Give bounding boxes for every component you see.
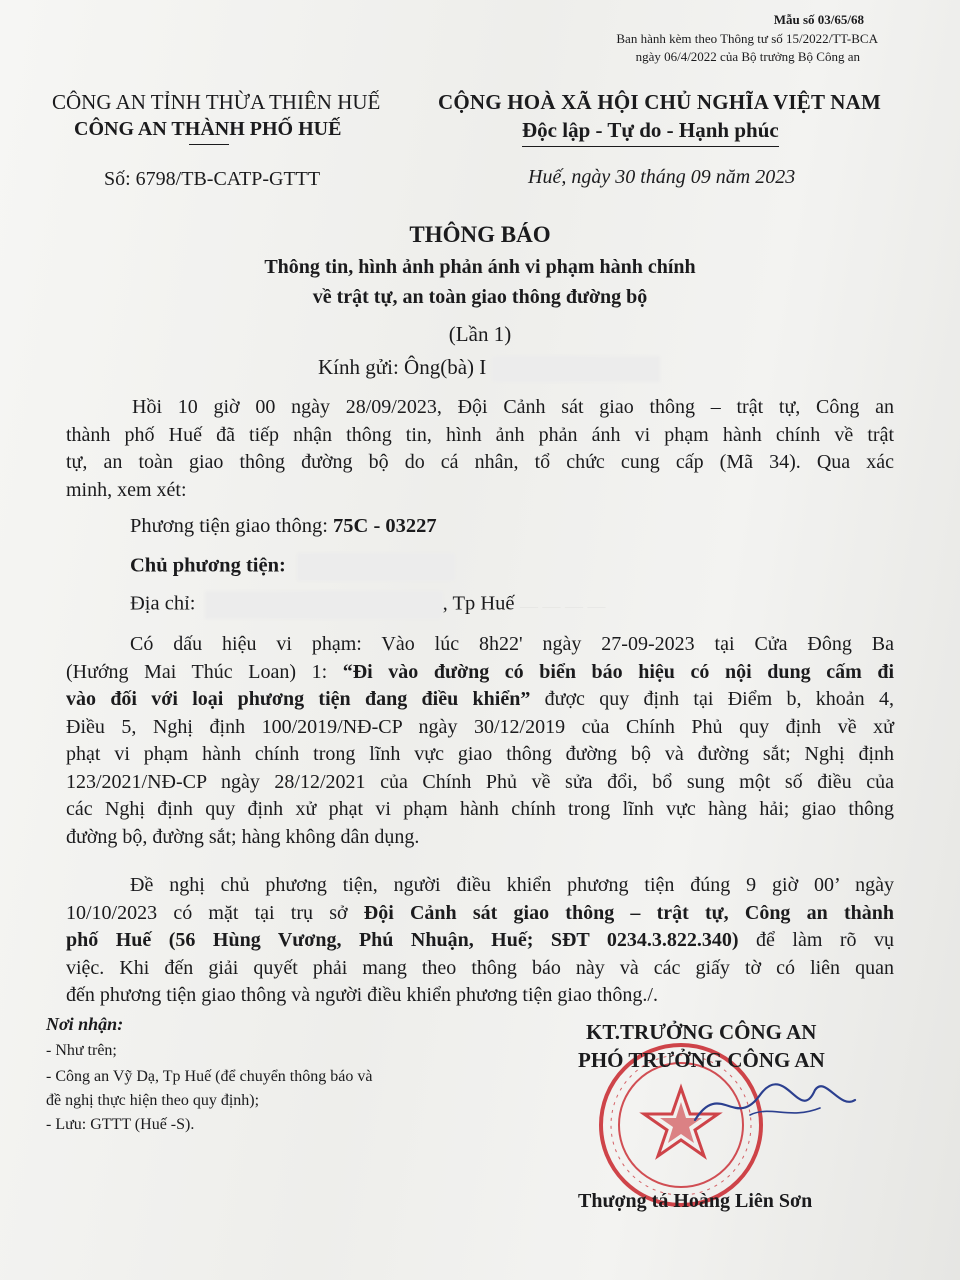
owner-line xyxy=(130,553,455,581)
paragraph-reception xyxy=(66,394,894,504)
text-line xyxy=(66,659,894,687)
text-line: tự, an toàn giao thông đường bộ do cá nhân, tổ chức cung cấp (Mã 34). Qua xác xyxy=(66,451,894,473)
text-run: được quy định tại Điểm b, khoản 4, xyxy=(530,688,894,710)
recipient-item: - Như trên; xyxy=(46,1042,117,1059)
paragraph-request xyxy=(66,872,894,1010)
recipient-item: - Lưu: GTTT (Huế -S). xyxy=(46,1116,195,1133)
form-issued-line: Ban hành kèm theo Thông tư số 15/2022/TT-BCA xyxy=(616,31,878,46)
signer-name: Thượng tá Hoàng Liên Sơn xyxy=(578,1190,813,1212)
owner-label: Chủ phương tiện: xyxy=(130,554,291,577)
text-line: 123/2021/NĐ-CP ngày 28/12/2021 của Chính Phủ về sửa đổi, bổ sung một số điều của xyxy=(66,770,894,793)
recipients-title: Nơi nhận: xyxy=(46,1014,124,1034)
text-line: Có dấu hiệu vi phạm: Vào lúc 8h22' ngày 27-09-2023 tại Cửa Đông Ba xyxy=(130,633,894,655)
vehicle-plate: 75C - 03227 xyxy=(333,515,437,537)
text-line: Hồi 10 giờ 00 ngày 28/09/2023, Đội Cảnh sát giao thông – trật tự, Công an xyxy=(132,396,894,418)
document-number: Số: 6798/TB-CATP-GTTT xyxy=(104,168,321,190)
issuing-unit: CÔNG AN THÀNH PHỐ HUẾ xyxy=(74,118,342,140)
text-line: đường bộ, đường sắt; hàng không dân dụng. xyxy=(66,825,420,848)
vehicle-line xyxy=(130,515,437,538)
text-line: thành phố Huế đã tiếp nhận thông tin, hình ảnh phản ánh vi phạm hành chính về trật xyxy=(66,423,894,446)
national-motto: Độc lập - Tự do - Hạnh phúc xyxy=(522,118,779,142)
parent-organization: CÔNG AN TỈNH THỪA THIÊN HUẾ xyxy=(52,90,381,114)
address-city: , Tp Huế xyxy=(442,592,515,615)
national-title: CỘNG HOÀ XÃ HỘI CHỦ NGHĨA VIỆT NAM xyxy=(438,90,881,114)
text-run: để làm rõ vụ xyxy=(738,929,895,951)
recipient-item: - Công an Vỹ Dạ, Tp Huế (để chuyển thông báo và xyxy=(46,1068,373,1085)
form-number: Mẫu số 03/65/68 xyxy=(773,12,864,27)
text-line: các Nghị định quy định xử phạt vi phạm hành chính trong lĩnh vực hàng hải; giao thông xyxy=(66,798,894,820)
signatory-title-line2: PHÓ TRƯỞNG CÔNG AN xyxy=(578,1048,825,1072)
redacted-address xyxy=(205,591,443,619)
addressee-label: Kính gửi: Ông(bà) I xyxy=(318,355,487,379)
text-line: việc. Khi đến giải quyết phải mang theo thông báo này và các giấy tờ có liên quan xyxy=(66,956,894,979)
text-line xyxy=(66,686,894,714)
office-name: Đội Cảnh sát giao thông – trật tự, Công an thành xyxy=(363,901,894,924)
document-subtitle-line2: về trật tự, an toàn giao thông đường bộ xyxy=(312,286,648,308)
recipient-item: đề nghị thực hiện theo quy định); xyxy=(46,1092,260,1109)
place-date: Huế, ngày 30 tháng 09 năm 2023 xyxy=(528,166,796,188)
text-line: đến phương tiện giao thông và người điều khiển phương tiện giao thông./. xyxy=(66,984,658,1006)
text-run: (Hướng Mai Thúc Loan) 1: xyxy=(66,660,343,683)
notice-round: (Lần 1) xyxy=(448,322,512,346)
signatory-title-line1: KT.TRƯỞNG CÔNG AN xyxy=(586,1020,817,1044)
address-label: Địa chỉ: xyxy=(130,592,201,615)
document-subtitle-line1: Thông tin, hình ảnh phản ánh vi phạm hành chính xyxy=(264,256,696,278)
redacted-name xyxy=(492,356,660,382)
form-issued-date-line: ngày 06/4/2022 của Bộ trưởng Bộ Công an xyxy=(635,49,860,64)
text-line: Điều 5, Nghị định 100/2019/NĐ-CP ngày 30/12/2019 của Chính Phủ quy định về xử xyxy=(66,715,894,738)
signature-icon xyxy=(690,1070,860,1140)
vehicle-label: Phương tiện giao thông: xyxy=(130,515,334,537)
text-line xyxy=(66,927,894,955)
violation-description: “Đi vào đường có biển báo hiệu có nội dung cấm đi xyxy=(342,660,894,683)
addressee xyxy=(318,355,660,382)
text-line: minh, xem xét: xyxy=(66,478,187,501)
paragraph-violation xyxy=(66,631,894,851)
show-through-text: — — — — xyxy=(520,596,606,616)
office-address: phố Huế (56 Hùng Vương, Phú Nhuận, Huế; SĐT 0234.3.822.340) xyxy=(66,929,739,951)
address-line xyxy=(130,591,515,619)
violation-description: vào đối với loại phương tiện đang điều khiển” xyxy=(66,688,531,710)
text-line: phạt vi phạm hành chính trong lĩnh vực giao thông đường bộ và đường sắt; Nghị định xyxy=(66,743,894,765)
text-line: Đề nghị chủ phương tiện, người điều khiển phương tiện đúng 9 giờ 00’ ngày xyxy=(130,874,894,896)
redacted-owner xyxy=(297,553,455,581)
text-run: 10/10/2023 có mặt tại trụ sở xyxy=(66,901,364,924)
text-line xyxy=(66,900,894,928)
document-title: THÔNG BÁO xyxy=(409,222,551,247)
